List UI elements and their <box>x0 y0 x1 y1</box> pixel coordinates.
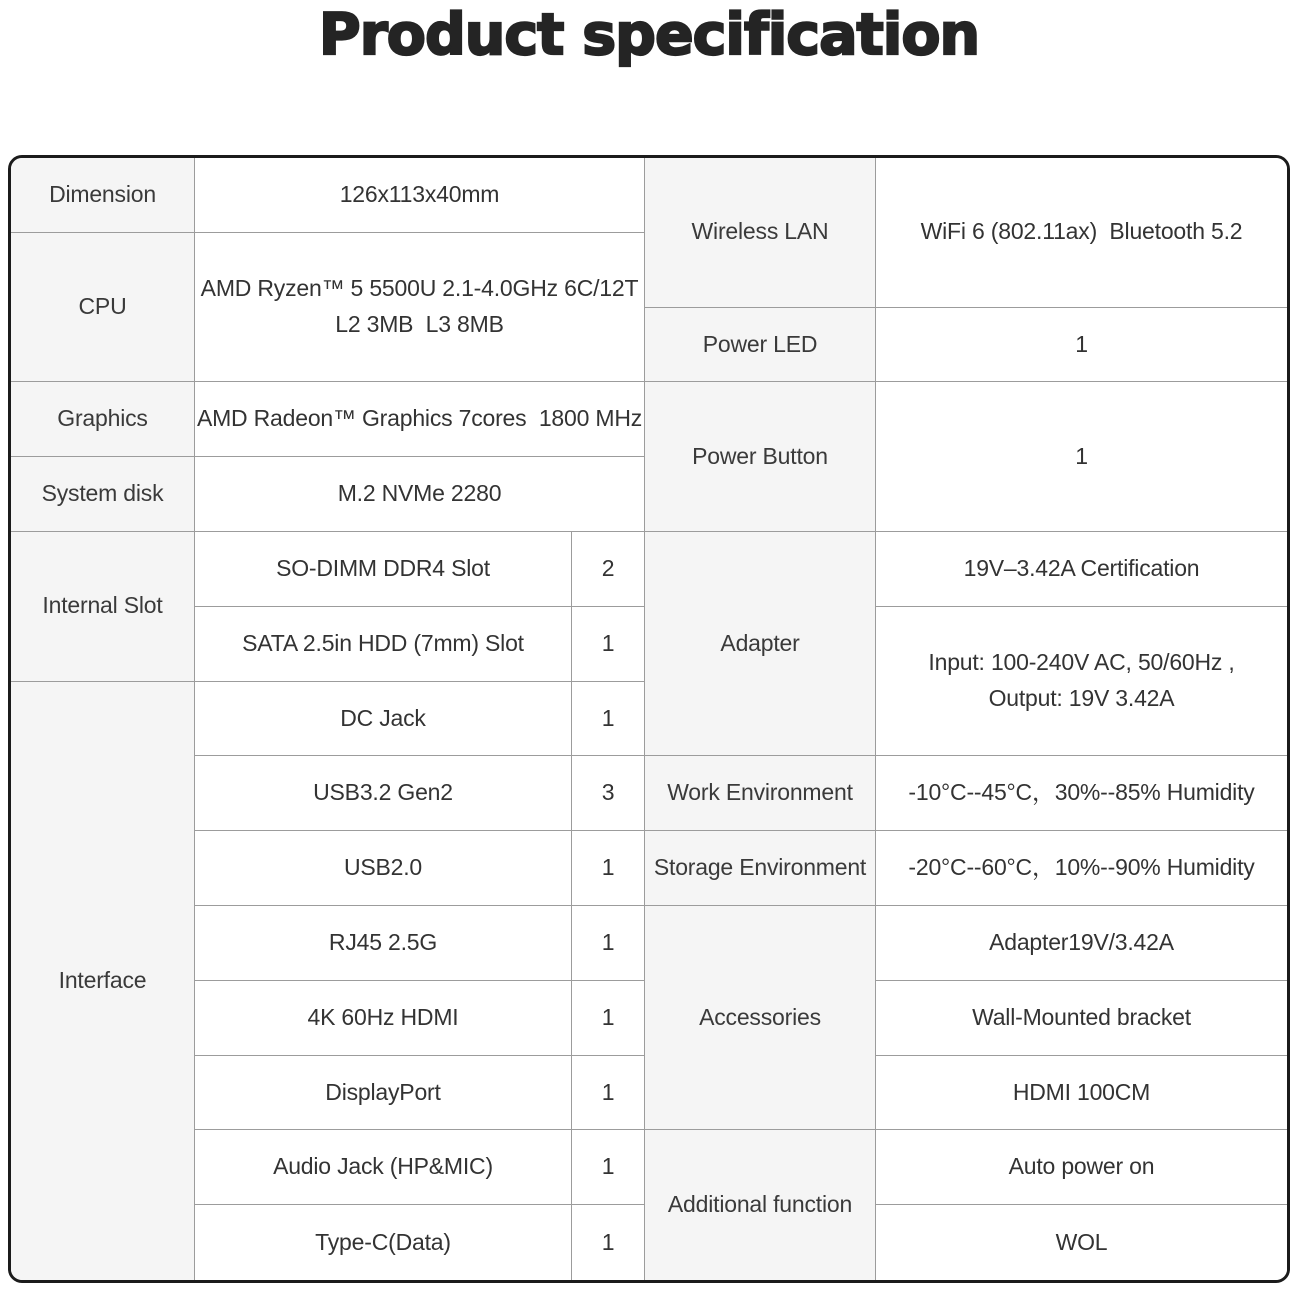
page-title: Product specification <box>318 2 980 68</box>
internal-slot-item-name: SO-DIMM DDR4 Slot <box>195 532 572 607</box>
adapter-output-line: Output: 19V 3.42A <box>988 685 1175 712</box>
work-environment-value: -10°C--45°C，30%--85% Humidity <box>876 756 1287 831</box>
accessories-label: Accessories <box>645 906 876 1130</box>
interface-item-name: DisplayPort <box>195 1056 572 1131</box>
work-environment-label: Work Environment <box>645 756 876 831</box>
adapter-certification: 19V–3.42A Certification <box>876 532 1287 607</box>
interface-item-count: 1 <box>572 1130 645 1205</box>
interface-item-name: 4K 60Hz HDMI <box>195 981 572 1056</box>
interface-item-count: 1 <box>572 682 645 757</box>
spec-table <box>8 155 1290 1283</box>
system-disk-label: System disk <box>11 457 195 532</box>
cpu-value-line1: AMD Ryzen™ 5 5500U 2.1-4.0GHz 6C/12T <box>200 275 639 302</box>
internal-slot-label: Internal Slot <box>11 532 195 682</box>
interface-item-count: 1 <box>572 1205 645 1280</box>
interface-item-count: 1 <box>572 981 645 1056</box>
interface-item-count: 1 <box>572 831 645 906</box>
wireless-lan-value: WiFi 6 (802.11ax) Bluetooth 5.2 <box>876 158 1287 308</box>
cpu-value <box>195 233 645 383</box>
graphics-label: Graphics <box>11 382 195 457</box>
additional-function-label: Additional function <box>645 1130 876 1280</box>
cpu-label: CPU <box>11 233 195 383</box>
interface-item-name: DC Jack <box>195 682 572 757</box>
interface-item-name: Audio Jack (HP&MIC) <box>195 1130 572 1205</box>
additional-function-item: Auto power on <box>876 1130 1287 1205</box>
adapter-label: Adapter <box>645 532 876 756</box>
wireless-lan-label: Wireless LAN <box>645 158 876 308</box>
dimension-value: 126x113x40mm <box>195 158 645 233</box>
power-button-value: 1 <box>876 382 1287 532</box>
interface-item-name: RJ45 2.5G <box>195 906 572 981</box>
internal-slot-item-name: SATA 2.5in HDD (7mm) Slot <box>195 607 572 682</box>
interface-label: Interface <box>11 682 195 1280</box>
accessories-item: Wall-Mounted bracket <box>876 981 1287 1056</box>
system-disk-value: M.2 NVMe 2280 <box>195 457 645 532</box>
interface-item-name: USB2.0 <box>195 831 572 906</box>
power-led-label: Power LED <box>645 308 876 383</box>
interface-item-name: Type-C(Data) <box>195 1205 572 1280</box>
adapter-input-output <box>876 607 1287 757</box>
cpu-value-line2: L2 3MB L3 8MB <box>335 311 504 338</box>
accessories-item: Adapter19V/3.42A <box>876 906 1287 981</box>
interface-item-name: USB3.2 Gen2 <box>195 756 572 831</box>
additional-function-item: WOL <box>876 1205 1287 1280</box>
storage-environment-value: -20°C--60°C，10%--90% Humidity <box>876 831 1287 906</box>
graphics-value: AMD Radeon™ Graphics 7cores 1800 MHz <box>195 382 645 457</box>
power-button-label: Power Button <box>645 382 876 532</box>
interface-item-count: 1 <box>572 1056 645 1131</box>
accessories-item: HDMI 100CM <box>876 1056 1287 1131</box>
internal-slot-item-count: 1 <box>572 607 645 682</box>
interface-item-count: 1 <box>572 906 645 981</box>
internal-slot-item-count: 2 <box>572 532 645 607</box>
adapter-input-line: Input: 100-240V AC, 50/60Hz , <box>928 649 1235 676</box>
interface-item-count: 3 <box>572 756 645 831</box>
dimension-label: Dimension <box>11 158 195 233</box>
storage-environment-label: Storage Environment <box>645 831 876 906</box>
power-led-value: 1 <box>876 308 1287 383</box>
